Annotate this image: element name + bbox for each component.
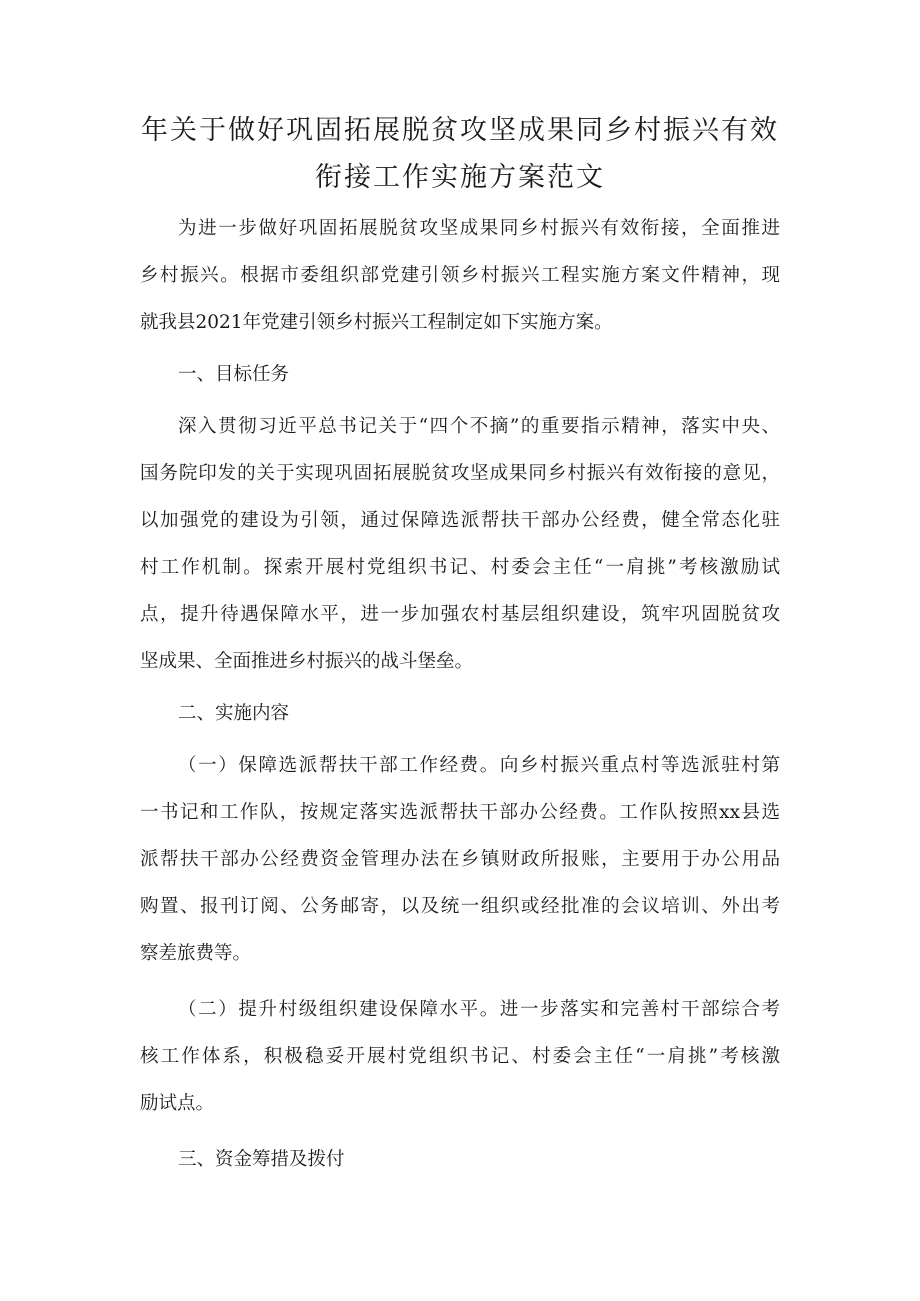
- section-1-line-1: 深入贯彻习近平总书记关于“四个不摘”的重要指示精神，落实中央、: [178, 416, 780, 437]
- intro-line-3: 就我县2021年党建引领乡村振兴工程制定如下实施方案。: [140, 312, 613, 333]
- section-1-line-6: 坚成果、全面推进乡村振兴的战斗堡垒。: [140, 651, 474, 672]
- intro-line-1: 为进一步做好巩固拓展脱贫攻坚成果同乡村振兴有效衔接，全面推进: [178, 218, 780, 239]
- document-title-line-2: 衔接工作实施方案范文: [315, 162, 605, 193]
- section-1-line-5: 点，提升待遇保障水平，进一步加强农村基层组织建设，筑牢巩固脱贫攻: [140, 604, 780, 625]
- section-1-heading: 一、目标任务: [178, 364, 290, 385]
- section-2-item-2-line-3: 励试点。: [140, 1093, 215, 1114]
- section-1-line-2: 国务院印发的关于实现巩固拓展脱贫攻坚成果同乡村振兴有效衔接的意见，: [140, 463, 780, 484]
- section-2-item-1-line-4: 购置、报刊订阅、公务邮寄，以及统一组织或经批准的会议培训、外出考: [140, 896, 780, 917]
- section-2-heading: 二、实施内容: [178, 703, 290, 724]
- section-1-line-3: 以加强党的建设为引领，通过保障选派帮扶干部办公经费，健全常态化驻: [140, 510, 780, 531]
- section-2-item-1-line-2: 一书记和工作队，按规定落实选派帮扶干部办公经费。工作队按照xx县选: [140, 802, 780, 823]
- section-2-item-1-line-1: （一）保障选派帮扶干部工作经费。向乡村振兴重点村等选派驻村第: [178, 755, 780, 776]
- section-3-heading: 三、资金筹措及拨付: [178, 1149, 345, 1170]
- section-2-item-2-line-2: 核工作体系，积极稳妥开展村党组织书记、村委会主任“一肩挑”考核激: [140, 1046, 780, 1067]
- section-1-line-4: 村工作机制。探索开展村党组织书记、村委会主任“一肩挑”考核激励试: [140, 557, 780, 578]
- section-2-item-1-line-3: 派帮扶干部办公经费资金管理办法在乡镇财政所报账，主要用于办公用品: [140, 849, 780, 870]
- intro-line-2: 乡村振兴。根据市委组织部党建引领乡村振兴工程实施方案文件精神，现: [140, 265, 780, 286]
- section-2-item-1-line-5: 察差旅费等。: [140, 943, 252, 964]
- section-2-item-2-line-1: （二）提升村级组织建设保障水平。进一步落实和完善村干部综合考: [178, 999, 780, 1020]
- document-title-line-1: 年关于做好巩固拓展脱贫攻坚成果同乡村振兴有效: [141, 115, 779, 146]
